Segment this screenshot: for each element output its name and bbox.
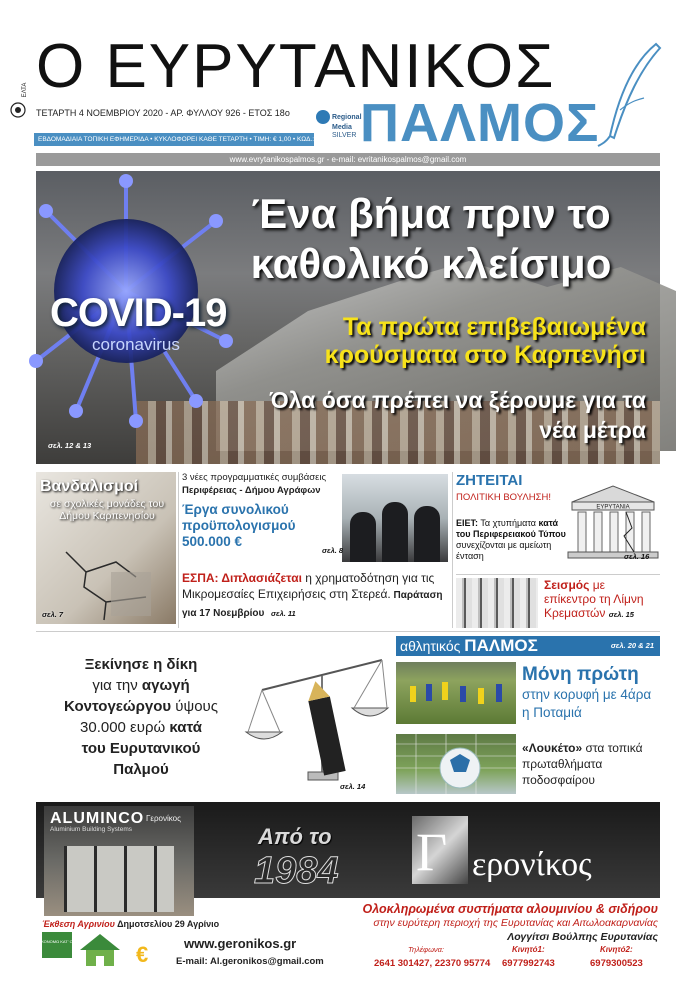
- vandalism-page-ref: σελ. 7: [42, 610, 64, 619]
- geronikos-ad[interactable]: [31, 802, 660, 972]
- person-figure: [382, 502, 408, 562]
- sports-bar: [396, 636, 660, 656]
- mobile2[interactable]: 6979300523: [590, 958, 643, 969]
- masthead-palmos: ΠΑΛΜΟΣ: [360, 93, 600, 153]
- email-link[interactable]: E-mail: Al.geronikos@gmail.com: [176, 956, 324, 967]
- wanted-text1: Τα χτυπήματα: [478, 518, 539, 528]
- sports-headline2: [522, 740, 660, 788]
- budget-line2: Περιφέρειας - Δήμου Αγράφων: [182, 485, 321, 496]
- person-figure: [350, 512, 376, 562]
- storefront: [64, 846, 174, 912]
- masthead: [0, 0, 696, 172]
- phones[interactable]: 2641 301427, 22370 95774: [374, 958, 491, 969]
- info-bar: ΕΒΔΟΜΑΔΙΑΙΑ ΤΟΠΙΚΗ ΕΦΗΜΕΡΙΔΑ • ΚΥΚΛΟΦΟΡΕΙ ΚΑΘΕ ΤΕΤΑΡΤΗ • ΤΙΜΗ: € 1,00 • ΚΩΔ.: 6763: [34, 133, 314, 146]
- budget-photo: [342, 474, 448, 562]
- row-divider: [36, 631, 660, 632]
- hero-subhead: Τα πρώτα επιβεβαιωμένα κρούσματα στο Καρπενήσι: [324, 313, 646, 369]
- wanted-sub: ΠΟΛΙΤΙΚΗ ΒΟΥΛΗΣΗ!: [456, 492, 551, 503]
- house-text: ΕΞΟΙΚΟΝΟΜΩ ΚΑΤ' ΟΙΚΟΝ: [31, 939, 83, 944]
- espa-red: ΕΣΠΑ: Διπλασιάζεται: [182, 571, 302, 585]
- espa-page-ref: σελ. 11: [271, 609, 296, 618]
- trial-t4: 30.000 ευρώ: [80, 719, 170, 736]
- espa-text: η χρηματοδότηση για τις Μικρομεσαίες Επιχειρήσεις στη Στερεά.: [182, 571, 435, 601]
- geronikos-small: Γερονίκος: [146, 814, 181, 823]
- temple-text: ΕΥΡΥΤΑΝΙΑ: [596, 504, 630, 511]
- regional-media-award: [316, 110, 364, 150]
- award-line1: Regional: [331, 113, 362, 121]
- vandalism-story[interactable]: [36, 472, 176, 624]
- crack-image: [56, 542, 166, 622]
- quill-icon: [596, 40, 664, 150]
- sports-t2-rest: στα τοπικά πρωταθλήματα ποδοσφαίρου: [522, 741, 643, 787]
- quake-bold: Σεισμός: [544, 578, 590, 592]
- covid-label: COVID-19: [50, 291, 227, 335]
- wanted-text-b1: ΕΙΕΤ:: [456, 518, 479, 528]
- espa-story[interactable]: [182, 570, 448, 628]
- house-eco-icon: [31, 928, 150, 968]
- mobile2-label: Κινητό2:: [600, 945, 633, 954]
- wanted-text-b2: κατά του Περιφερειακού Τύπου: [456, 518, 566, 539]
- trial-story[interactable]: [36, 636, 396, 796]
- mobile1-label: Κινητό1:: [512, 945, 545, 954]
- wanted-text: [456, 518, 566, 562]
- award-line2: Media: [332, 124, 352, 131]
- hero-covid[interactable]: [36, 171, 660, 464]
- trial-t5b: του Ευρυτανικού: [81, 740, 201, 757]
- expo-address: Δημοτσελίου 29 Αγρίνιο: [114, 919, 220, 929]
- masthead-title: Ο ΕΥΡΥΤΑΝΙΚΟΣ: [36, 32, 556, 101]
- trial-t3b: Κοντογεώργου: [64, 698, 172, 715]
- scales-of-justice-icon: [242, 646, 392, 790]
- vandalism-title: Βανδαλισμοί: [40, 478, 139, 495]
- trial-text: [36, 654, 246, 780]
- quake-rest: με επίκεντρο τη Λίμνη Κρεμαστών: [544, 578, 644, 620]
- trial-t3: ύψους: [171, 698, 218, 715]
- sports-bar-brand: ΠΑΛΜΟΣ: [464, 636, 538, 655]
- wanted-story[interactable]: [456, 472, 660, 572]
- elta-text: ΕΛΤΑ: [22, 82, 28, 98]
- award-line3: SILVER: [332, 132, 357, 139]
- ad-line2: στην ευρύτερη περιοχή της Ευρυτανίας και Αιτωλοακαρνανίας: [373, 917, 658, 929]
- wanted-title: ΖΗΤΕΙΤΑΙ: [456, 472, 523, 489]
- sports-page-ref: σελ. 20 & 21: [610, 641, 654, 650]
- expo-label: Έκθεση Αγρινίου: [42, 919, 115, 929]
- trial-t4b: κατά: [169, 719, 202, 736]
- sports-t2-bold: «Λουκέτο»: [522, 741, 583, 755]
- award-badge-icon: [316, 110, 330, 124]
- since-label: Από το: [258, 824, 332, 849]
- budget-story[interactable]: [182, 472, 448, 568]
- trial-t1: Ξεκίνησε η δίκη: [84, 656, 198, 673]
- ad-line1: Ολοκληρωμένα συστήματα αλουμινίου & σιδήρου: [362, 902, 658, 916]
- trial-t2b: αγωγή: [141, 677, 190, 694]
- person-figure: [414, 506, 440, 562]
- vandalism-sub: σε σχολικές μονάδες του Δήμου Καρπενησίου: [49, 498, 165, 522]
- aluminco-tagline: Aluminium Building Systems: [50, 826, 133, 833]
- trial-t2: για την: [92, 677, 142, 694]
- since-year: 1984: [254, 850, 339, 892]
- coronavirus-label: coronavirus: [92, 335, 180, 354]
- budget-line1: 3 νέες προγραμματικές συμβάσεις: [182, 472, 327, 483]
- elta-logo: [8, 70, 28, 130]
- wanted-text2: συνεχίζονται με αμείωτη ένταση: [456, 540, 552, 561]
- sports-sub1: στην κορυφή με 4άρα η Ποταμιά: [522, 687, 652, 720]
- row-divider: [456, 574, 660, 575]
- espa-bold: Παράταση για 17 Νοεμβρίου: [182, 590, 443, 619]
- sports-section[interactable]: [396, 636, 660, 796]
- trial-t6b: Παλμού: [113, 761, 169, 778]
- hero-headline: Ένα βήμα πριν το καθολικό κλείσιμο: [250, 190, 612, 287]
- svg-text:€: €: [136, 942, 149, 967]
- sports-headline1: Μόνη πρώτη: [522, 664, 639, 685]
- mobile1[interactable]: 6977992743: [502, 958, 555, 969]
- hero-subhead2: Όλα όσα πρέπει να ξέρουμε για τα νέα μέτρα: [269, 387, 646, 443]
- hero-page-ref: σελ. 12 & 13: [48, 441, 92, 450]
- aluminco-logo: ALUMINCO: [50, 810, 145, 827]
- geronikos-logo-letter: Γ: [416, 822, 448, 882]
- trial-page-ref: σελ. 14: [340, 782, 366, 791]
- sports-bar-label: αθλητικός: [400, 638, 465, 654]
- football-match-photo: [396, 662, 516, 724]
- ad-line3: Λογγίτσι Βούλπης Ευρυτανίας: [507, 931, 658, 943]
- website-link[interactable]: www.geronikos.gr: [184, 936, 297, 951]
- quake-text: [544, 578, 660, 622]
- budget-headline: Έργα συνολικού προϋπολογισμού 500.000 €: [182, 502, 296, 549]
- column-divider: [178, 472, 179, 628]
- budget-page-ref: σελ. 8: [322, 546, 344, 555]
- geronikos-logo-word: ερονίκος: [472, 846, 592, 883]
- web-bar[interactable]: www.evrytanikospalmos.gr - e-mail: evritanikospalmos@gmail.com: [36, 153, 660, 166]
- wanted-page-ref: σελ. 16: [624, 552, 650, 561]
- quake-story[interactable]: [456, 576, 660, 628]
- column-divider: [452, 472, 453, 628]
- phones-label: Τηλέφωνα:: [408, 945, 445, 954]
- seismograph-image: [456, 578, 538, 628]
- ball-in-net-photo: [396, 734, 516, 794]
- quake-page-ref: σελ. 15: [608, 610, 634, 619]
- dateline: ΤΕΤΑΡΤΗ 4 ΝΟΕΜΒΡΙΟΥ 2020 - ΑΡ. ΦΥΛΛΟΥ 926 - ΕΤΟΣ 18ο: [36, 108, 290, 118]
